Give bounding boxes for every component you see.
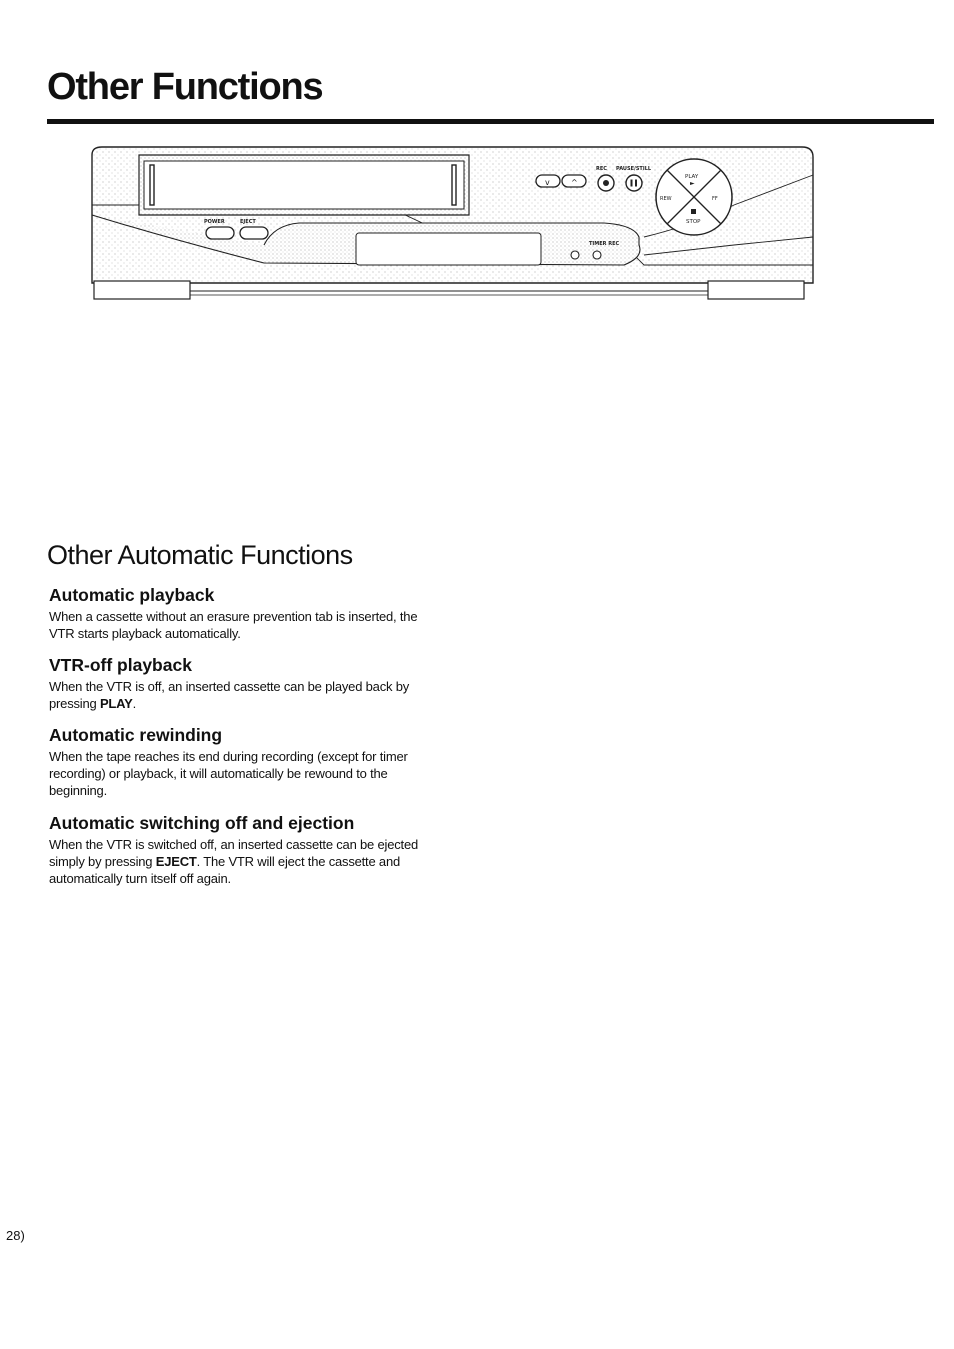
vtr-off-playback-text: When the VTR is off, an inserted cassette can be played back by pressing PLAY.	[49, 679, 410, 711]
rew-label: REW	[660, 196, 672, 202]
page-number: 28)	[6, 1228, 25, 1243]
section-title: Other Automatic Functions	[47, 540, 353, 570]
automatic-playback-block	[49, 585, 429, 642]
timer-rec-label: TIMER REC	[589, 241, 620, 247]
automatic-rewinding-block	[49, 725, 429, 799]
vcr-front-panel-illustration	[84, 145, 819, 305]
page-title: Other Functions	[47, 66, 323, 108]
power-label: POWER	[204, 219, 225, 225]
ff-label: FF	[712, 196, 718, 202]
pause-still-label: PAUSE/STILL	[616, 166, 652, 172]
stop-label: STOP	[686, 219, 701, 225]
eject-label: EJECT	[240, 219, 256, 225]
automatic-switching-off-heading: Automatic switching off and ejection	[49, 813, 355, 833]
automatic-switching-off-text: When the VTR is switched off, an inserted cassette can be ejected simply by pressing EJECT. The VTR will eject the cassette and automatically turn itself off again.	[49, 837, 419, 886]
svg-text:►: ►	[690, 180, 695, 187]
play-label: PLAY	[685, 174, 699, 180]
vtr-off-playback-block	[49, 655, 429, 712]
automatic-playback-text: When a cassette without an erasure prevention tab is inserted, the VTR starts playback automatically.	[49, 609, 418, 641]
transport-dial	[656, 159, 732, 235]
title-rule	[47, 119, 934, 124]
svg-text:^: ^	[571, 178, 578, 187]
automatic-playback-heading: Automatic playback	[49, 585, 215, 605]
automatic-switching-off-block	[49, 813, 429, 887]
rec-label: REC	[596, 166, 607, 172]
automatic-rewinding-text: When the tape reaches its end during recording (except for timer recording) or playback, it will automatically be rewound to the beginning.	[49, 749, 408, 798]
automatic-rewinding-heading: Automatic rewinding	[49, 725, 223, 745]
svg-text:v: v	[545, 178, 550, 187]
vtr-off-playback-heading: VTR-off playback	[49, 655, 192, 675]
